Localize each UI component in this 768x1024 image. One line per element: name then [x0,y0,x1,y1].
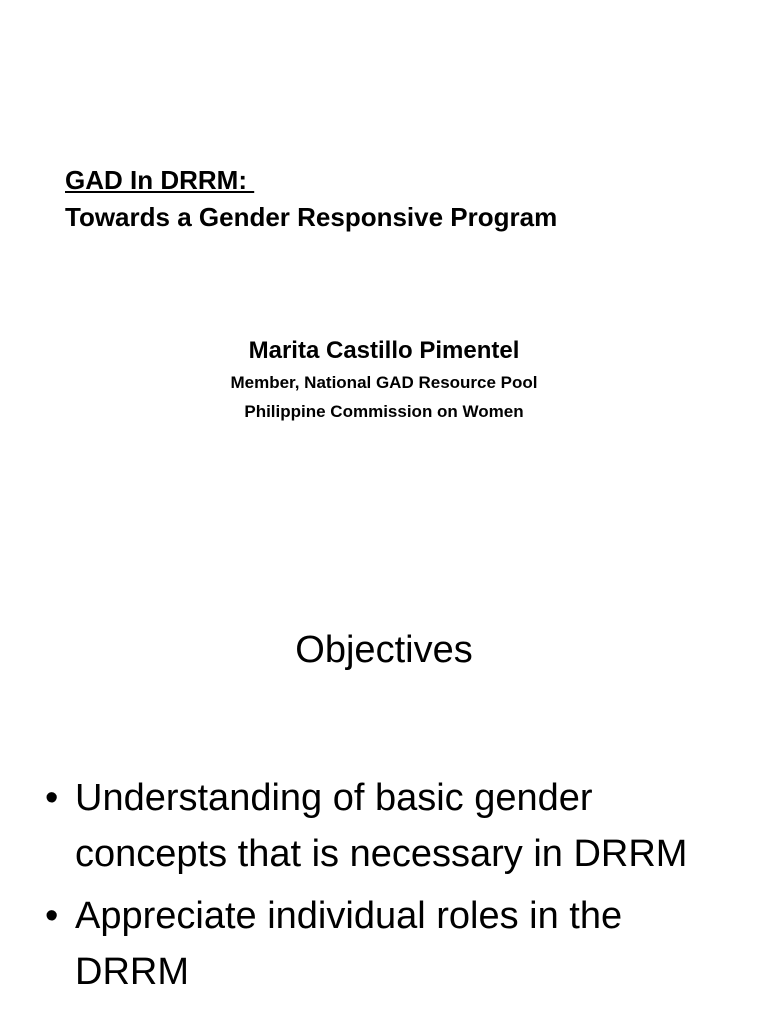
author-block [0,334,768,426]
list-item [45,770,745,882]
list-item [45,888,745,1000]
bullet-icon: • [45,895,59,937]
author-organization: Philippine Commission on Women [244,402,524,421]
presentation-title [65,162,557,236]
author-name: Marita Castillo Pimentel [248,337,520,364]
objectives-heading: Objectives [295,629,473,671]
bullet-text: Understanding of basic gender concepts that is necessary in DRRM [75,777,688,875]
bullet-icon: • [45,777,59,819]
objectives-list [45,770,745,1006]
title-line-1: GAD In DRRM: [65,165,255,195]
author-role: Member, National GAD Resource Pool [230,373,538,392]
bullet-text: Appreciate individual roles in the DRRM [75,895,623,993]
slide-objectives [0,576,768,1024]
title-line-2: Towards a Gender Responsive Program [65,202,558,232]
